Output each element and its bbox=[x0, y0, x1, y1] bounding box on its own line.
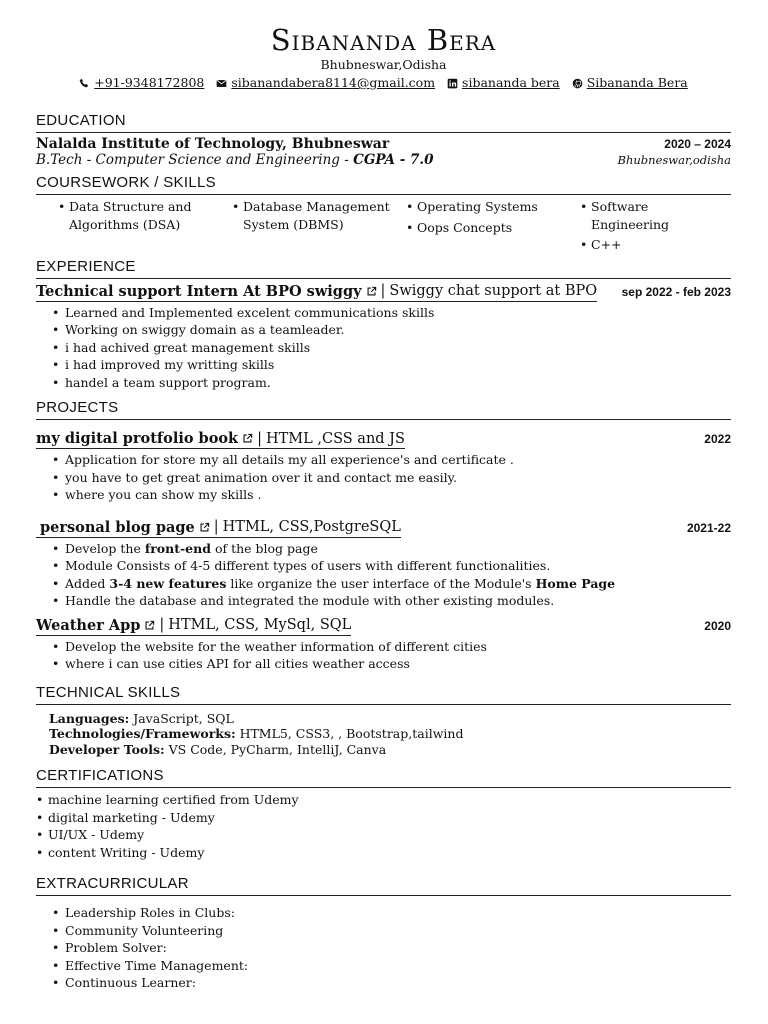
linkedin-icon bbox=[447, 78, 458, 89]
skills-tools bbox=[49, 742, 731, 758]
separator: | bbox=[257, 430, 262, 447]
list-item: • Community Volunteering bbox=[52, 922, 731, 940]
text-run-bold: front-end bbox=[144, 540, 211, 556]
skills-label: Developer Tools: bbox=[49, 741, 165, 757]
experience-section bbox=[36, 258, 731, 392]
section-title-coursework: COURSEWORK / SKILLS bbox=[36, 174, 731, 195]
list-item bbox=[52, 540, 731, 558]
coursework-grid bbox=[36, 198, 731, 257]
skills-block bbox=[36, 711, 731, 758]
phone-icon bbox=[79, 78, 90, 89]
project-tech: HTML, CSS, MySql, SQL bbox=[168, 617, 352, 633]
list-item bbox=[52, 575, 731, 593]
list-item: • Continuous Learner: bbox=[52, 974, 731, 992]
project-name: Weather App bbox=[36, 616, 141, 634]
skills-label: Technologies/Frameworks: bbox=[49, 726, 236, 741]
github-link[interactable]: Sibananda Bera bbox=[586, 75, 688, 90]
education-row bbox=[36, 136, 731, 152]
skills-value: HTML5, CSS3, , Bootstrap,tailwind bbox=[235, 726, 464, 741]
text-run: of the blog page bbox=[210, 540, 318, 556]
list-item: • content Writing - Udemy bbox=[36, 844, 731, 862]
project-name: my digital protfolio book bbox=[36, 430, 239, 447]
coursework-section bbox=[36, 174, 731, 257]
course-item: • Software Engineering bbox=[580, 198, 730, 233]
experience-row bbox=[36, 283, 731, 302]
list-item: • where you can show my skills . bbox=[52, 486, 731, 504]
project-title[interactable] bbox=[36, 430, 405, 449]
separator: | bbox=[213, 519, 219, 535]
projects-section bbox=[36, 399, 731, 673]
experience-subtitle: Swiggy chat support at BPO bbox=[389, 283, 598, 299]
list-item: • Working on swiggy domain as a teamleader. bbox=[52, 321, 731, 339]
text-run-bold: 3-4 new features bbox=[109, 575, 227, 591]
cgpa: CGPA - 7.0 bbox=[353, 152, 434, 168]
course-item: • Oops Concepts bbox=[406, 219, 580, 237]
text-run-bold: Home Page bbox=[535, 575, 616, 591]
coursework-column bbox=[232, 198, 406, 257]
education-section bbox=[36, 112, 731, 168]
github-icon bbox=[572, 78, 583, 89]
education-degree-row bbox=[36, 152, 731, 168]
project-bullets bbox=[36, 540, 731, 610]
list-item: • Develop the website for the weather information of different cities bbox=[52, 638, 731, 656]
course-item: • Data Structure and Algorithms (DSA) bbox=[58, 198, 232, 233]
list-item: • i had achived great management skills bbox=[52, 339, 731, 357]
resume-page bbox=[36, 24, 731, 992]
project-name: personal blog page bbox=[40, 518, 195, 536]
text-run: Develop the bbox=[65, 540, 145, 556]
contact-phone[interactable] bbox=[79, 75, 204, 91]
project-bullets bbox=[36, 638, 731, 673]
institute-name: Nalalda Institute of Technology, Bhubneswar bbox=[36, 136, 390, 152]
project-title[interactable] bbox=[36, 519, 401, 538]
coursework-column bbox=[580, 198, 730, 257]
project-row bbox=[36, 617, 731, 636]
separator: | bbox=[159, 617, 165, 633]
candidate-name: Sibananda Bera bbox=[270, 23, 497, 57]
text-run: Added bbox=[65, 575, 110, 591]
skills-value: VS Code, PyCharm, IntelliJ, Canva bbox=[164, 741, 387, 757]
contact-linkedin[interactable] bbox=[447, 75, 560, 91]
contact-email[interactable] bbox=[216, 75, 435, 91]
list-item: • Problem Solver: bbox=[52, 939, 731, 957]
list-item: • you have to get great animation over it and contact me easily. bbox=[52, 469, 731, 487]
project-date: 2020 bbox=[704, 618, 731, 633]
project-title[interactable] bbox=[36, 617, 351, 636]
degree bbox=[36, 152, 434, 168]
separator: | bbox=[380, 283, 386, 299]
section-title-extracurricular: EXTRACURRICULAR bbox=[36, 875, 731, 896]
section-title-projects: PROJECTS bbox=[36, 399, 731, 420]
list-item: • handel a team support program. bbox=[52, 374, 731, 392]
skills-label: Languages: bbox=[49, 710, 130, 726]
education-place: Bhubneswar,odisha bbox=[617, 153, 731, 167]
list-item: • i had improved my writting skills bbox=[52, 356, 731, 374]
list-item: • Module Consists of 4-5 different types of users with different functionalities. bbox=[52, 557, 731, 575]
list-item: • Effective Time Management: bbox=[52, 957, 731, 975]
project-row bbox=[36, 519, 731, 538]
section-title-education: EDUCATION bbox=[36, 112, 731, 133]
project-date: 2021-22 bbox=[686, 520, 731, 535]
coursework-column bbox=[58, 198, 232, 257]
skills-languages bbox=[49, 711, 731, 727]
candidate-location: Bhubneswar,Odisha bbox=[320, 57, 447, 72]
list-item: • digital marketing - Udemy bbox=[36, 809, 731, 827]
contact-row bbox=[36, 75, 731, 91]
coursework-column bbox=[406, 198, 580, 257]
external-link-icon[interactable] bbox=[242, 433, 253, 444]
experience-title[interactable] bbox=[36, 283, 597, 302]
section-title-technical-skills: TECHNICAL SKILLS bbox=[36, 684, 731, 705]
list-item: • Learned and Implemented excelent communications skills bbox=[52, 304, 731, 322]
skills-value: JavaScript, SQL bbox=[129, 710, 234, 726]
experience-bullets bbox=[36, 304, 731, 392]
education-dates: 2020 – 2024 bbox=[664, 137, 731, 151]
project-bullets bbox=[36, 451, 731, 504]
section-title-certifications: CERTIFICATIONS bbox=[36, 767, 731, 788]
email-link[interactable]: sibanandabera8114@gmail.com bbox=[231, 75, 436, 90]
list-item: • machine learning certified from Udemy bbox=[36, 791, 731, 809]
technical-skills-section bbox=[36, 684, 731, 758]
text-run: like organize the user interface of the Module's bbox=[226, 575, 536, 591]
course-item: • Operating Systems bbox=[406, 198, 580, 216]
project-tech: HTML ,CSS and JS bbox=[265, 430, 405, 447]
external-link-icon[interactable] bbox=[366, 286, 377, 297]
course-item: • C++ bbox=[580, 236, 730, 254]
list-item: • Application for store my all details my all experience's and certificate . bbox=[52, 451, 731, 469]
project-tech: HTML, CSS,PostgreSQL bbox=[222, 519, 401, 535]
certification-list bbox=[36, 791, 731, 861]
extracurricular-list bbox=[36, 904, 731, 992]
experience-dates: sep 2022 - feb 2023 bbox=[621, 284, 731, 299]
project-date: 2022 bbox=[704, 432, 731, 446]
list-item: • Handle the database and integrated the module with other existing modules. bbox=[52, 592, 731, 610]
course-item: • Database Management System (DBMS) bbox=[232, 198, 406, 233]
skills-technologies bbox=[49, 726, 731, 742]
extracurricular-section bbox=[36, 875, 731, 992]
degree-text: B.Tech - Computer Science and Engineering - bbox=[36, 152, 354, 168]
list-item: • UI/UX - Udemy bbox=[36, 826, 731, 844]
external-link-icon[interactable] bbox=[199, 522, 210, 533]
certifications-section bbox=[36, 767, 731, 861]
phone-link[interactable]: +91-9348172808 bbox=[94, 75, 205, 90]
list-item: • where i can use cities API for all cities weather access bbox=[52, 655, 731, 673]
linkedin-link[interactable]: sibananda bera bbox=[462, 75, 560, 90]
external-link-icon[interactable] bbox=[144, 620, 155, 631]
project-row bbox=[36, 430, 731, 449]
list-item: • Leadership Roles in Clubs: bbox=[52, 904, 731, 922]
envelope-icon bbox=[216, 78, 227, 89]
experience-role: Technical support Intern At BPO swiggy bbox=[36, 282, 362, 300]
section-title-experience: EXPERIENCE bbox=[36, 258, 731, 279]
contact-github[interactable] bbox=[572, 75, 688, 91]
